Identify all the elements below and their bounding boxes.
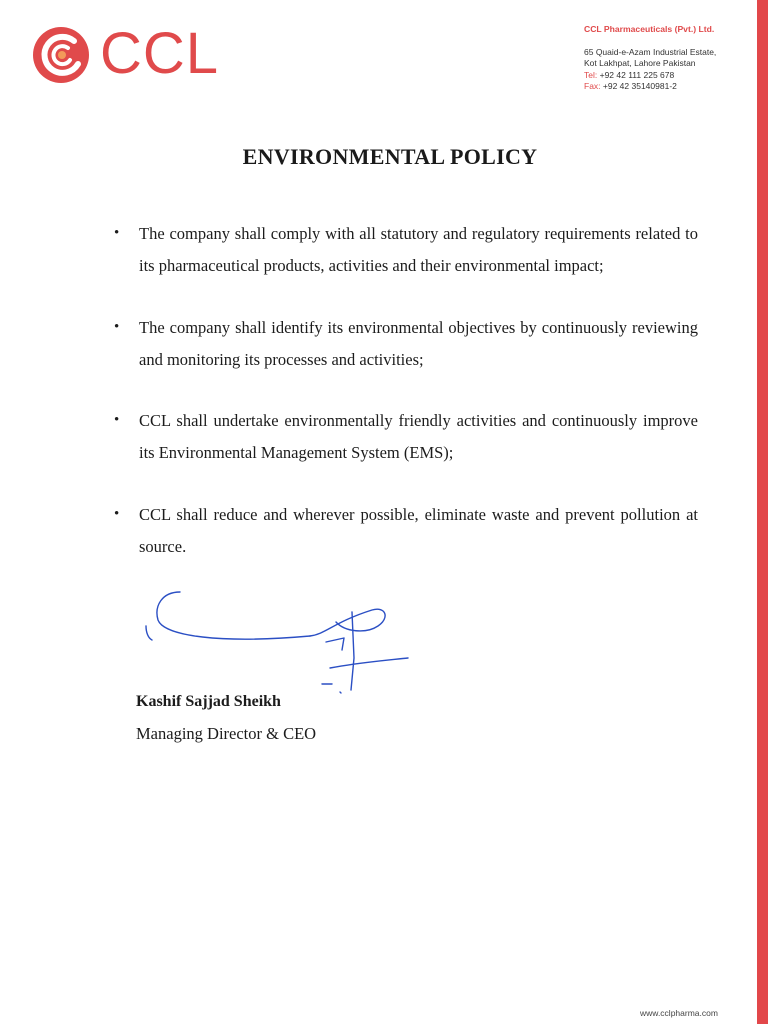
policy-item [112, 499, 698, 562]
tel-label: Tel: [584, 69, 598, 80]
policy-item [112, 218, 698, 281]
footer-website: www.cclpharma.com [640, 1008, 718, 1018]
fax-label: Fax: [584, 81, 601, 91]
policy-text: CCL shall reduce and wherever possible, eliminate waste and prevent pollution at source. [139, 505, 698, 556]
bullet-icon: • [114, 506, 120, 522]
signatory-title: Managing Director & CEO [136, 724, 317, 743]
fax-line [584, 81, 716, 93]
handwritten-signature [140, 588, 420, 698]
tel-number: +92 42 111 225 678 [599, 69, 675, 80]
address-line-2: Kot Lakhpat, Lahore Pakistan [584, 58, 696, 68]
policy-list [112, 218, 698, 562]
signatory-name: Kashif Sajjad Sheikh [136, 693, 281, 710]
policy-item [112, 312, 698, 375]
company-name: CCL Pharmaceuticals (Pvt.) Ltd. [584, 24, 715, 34]
policy-text: CCL shall undertake environmentally friendly activities and continuously improve its Environmental Management System (EMS); [139, 411, 698, 462]
fax-number: +92 42 35140981-2 [602, 81, 677, 91]
company-logo [28, 18, 228, 90]
address-line-1: 65 Quaid-e-Azam Industrial Estate, [584, 46, 717, 57]
logo-wordmark: CCL [100, 21, 220, 86]
company-address-block [584, 24, 716, 93]
policy-item [112, 405, 698, 468]
policy-text: The company shall identify its environmental objectives by continuously reviewing and monitoring its processes and activities; [139, 318, 698, 369]
bullet-icon: • [114, 412, 120, 428]
policy-text: The company shall comply with all statutory and regulatory requirements related to its pharmaceutical products, activities and their environmental impact; [139, 224, 698, 275]
ccl-logo-mark-icon [28, 24, 94, 86]
telephone-line [584, 70, 716, 82]
bullet-icon: • [114, 319, 120, 335]
bullet-icon: • [114, 225, 120, 241]
document-title: ENVIRONMENTAL POLICY [242, 144, 538, 169]
